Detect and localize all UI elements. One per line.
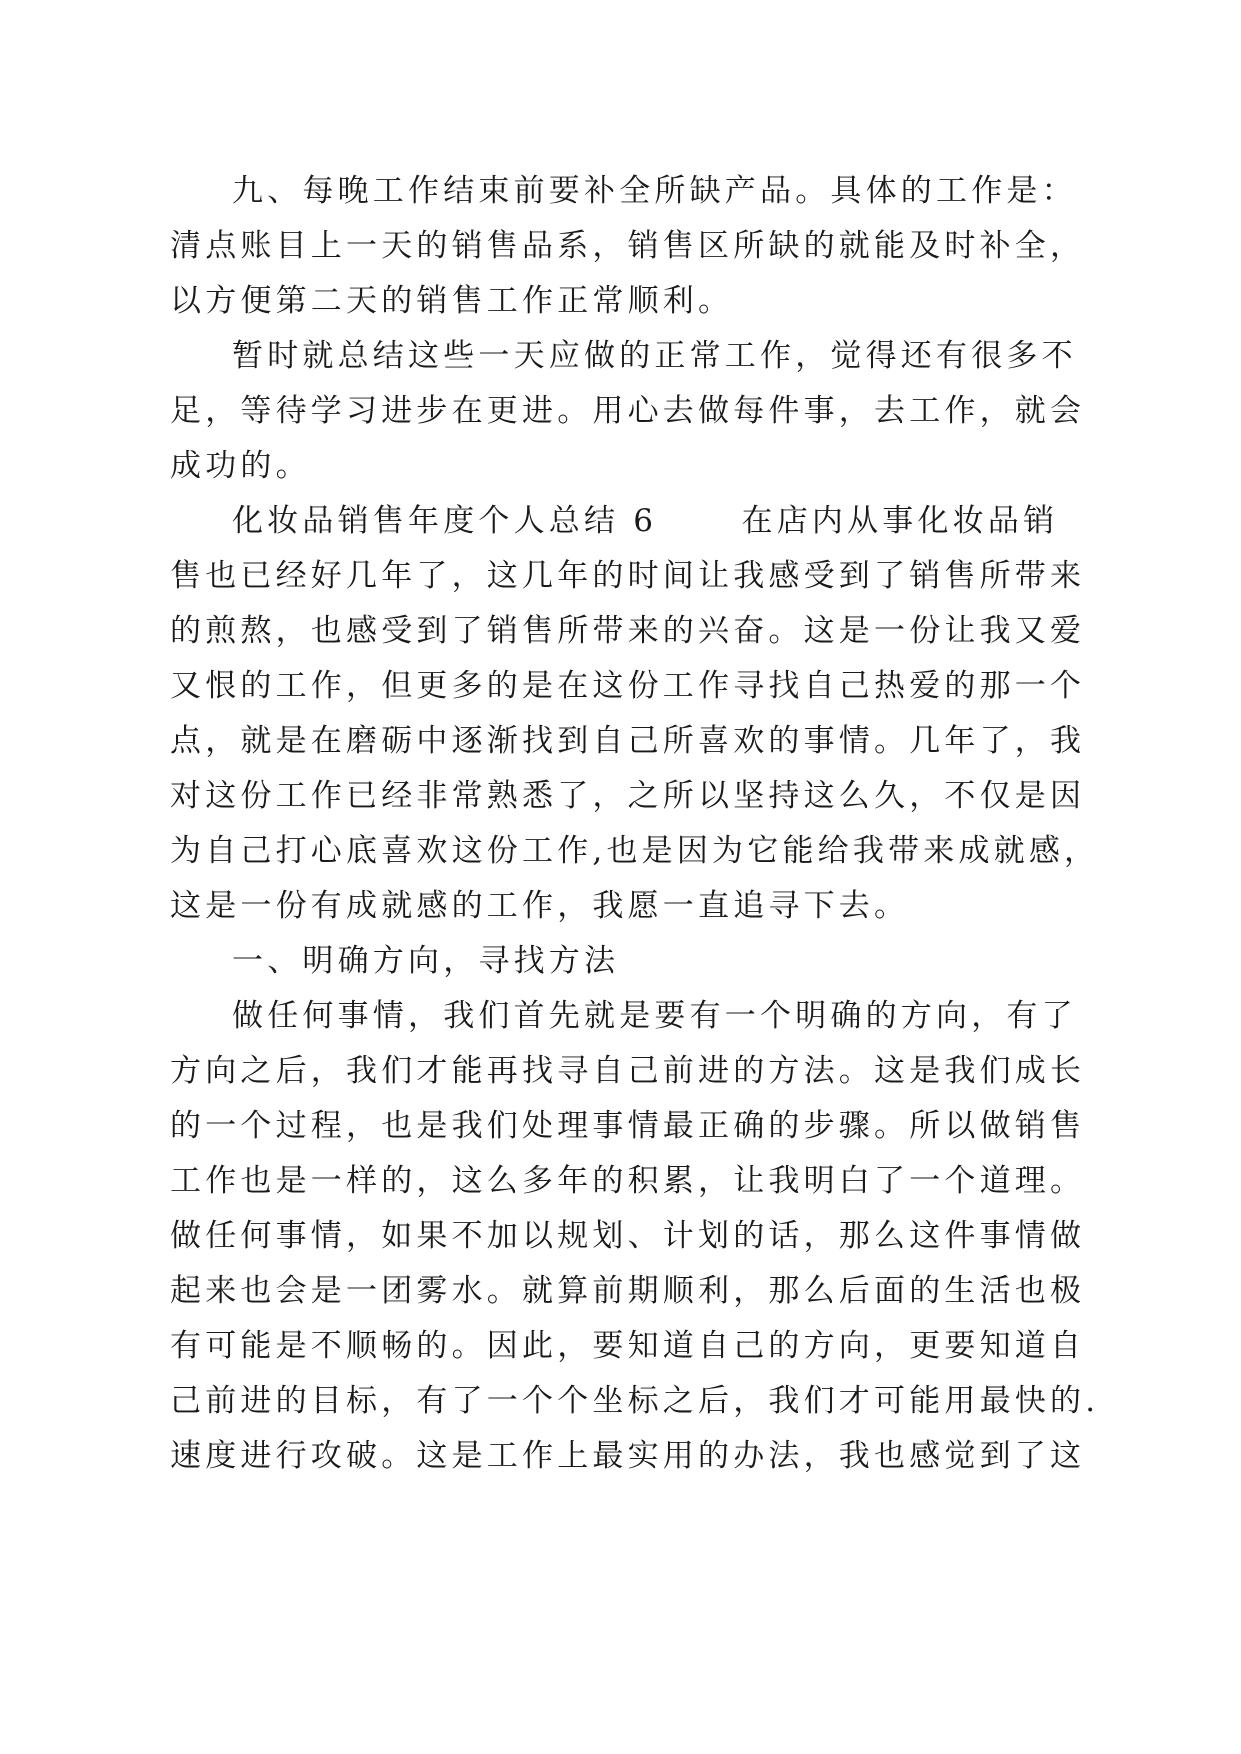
text-line: 这是一份有成就感的工作，我愿一直追寻下去。 bbox=[170, 888, 910, 924]
text-line: 又恨的工作，但更多的是在这份工作寻找自己热爱的那一个 bbox=[170, 668, 1086, 704]
text-line: 清点账目上一天的销售品系，销售区所缺的就能及时补全， bbox=[170, 228, 1086, 264]
text-line: 暂时就总结这些一天应做的正常工作，觉得还有很多不 bbox=[232, 338, 1077, 374]
subheading-line: 一、明确方向，寻找方法 bbox=[232, 943, 620, 979]
text-line: 的一个过程，也是我们处理事情最正确的步骤。所以做销售 bbox=[170, 1108, 1086, 1144]
text-line: 成功的。 bbox=[170, 448, 311, 484]
section-heading-line: 化妆品销售年度个人总结 6 在店内从事化妆品销 bbox=[232, 503, 1059, 539]
text-line: 方向之后，我们才能再找寻自己前进的方法。这是我们成长 bbox=[170, 1053, 1086, 1089]
text-line: 售也已经好几年了，这几年的时间让我感受到了销售所带来 bbox=[170, 558, 1086, 594]
text-line: 以方便第二天的销售工作正常顺利。 bbox=[170, 283, 734, 319]
text-line: 工作也是一样的，这么多年的积累，让我明白了一个道理。 bbox=[170, 1163, 1086, 1199]
text-line: 的煎熬，也感受到了销售所带来的兴奋。这是一份让我又爱 bbox=[170, 613, 1086, 649]
text-line: 做任何事情，我们首先就是要有一个明确的方向，有了 bbox=[232, 998, 1077, 1034]
text-line: 九、每晚工作结束前要补全所缺产品。具体的工作是： bbox=[232, 173, 1077, 209]
text-line: 对这份工作已经非常熟悉了，之所以坚持这么久，不仅是因 bbox=[170, 778, 1086, 814]
text-line: 点，就是在磨砺中逐渐找到自己所喜欢的事情。几年了，我 bbox=[170, 723, 1086, 759]
text-line: 做任何事情，如果不加以规划、计划的话，那么这件事情做 bbox=[170, 1218, 1086, 1254]
text-line: 己前进的目标，有了一个个坐标之后，我们才可能用最快的. bbox=[170, 1383, 1100, 1419]
text-line: 起来也会是一团雾水。就算前期顺利，那么后面的生活也极 bbox=[170, 1273, 1086, 1309]
text-line: 为自己打心底喜欢这份工作,也是因为它能给我带来成就感， bbox=[170, 833, 1100, 869]
text-line: 足，等待学习进步在更进。用心去做每件事，去工作，就会 bbox=[170, 393, 1086, 429]
text-line: 速度进行攻破。这是工作上最实用的办法，我也感觉到了这 bbox=[170, 1438, 1086, 1474]
text-line: 有可能是不顺畅的。因此，要知道自己的方向，更要知道自 bbox=[170, 1328, 1086, 1364]
